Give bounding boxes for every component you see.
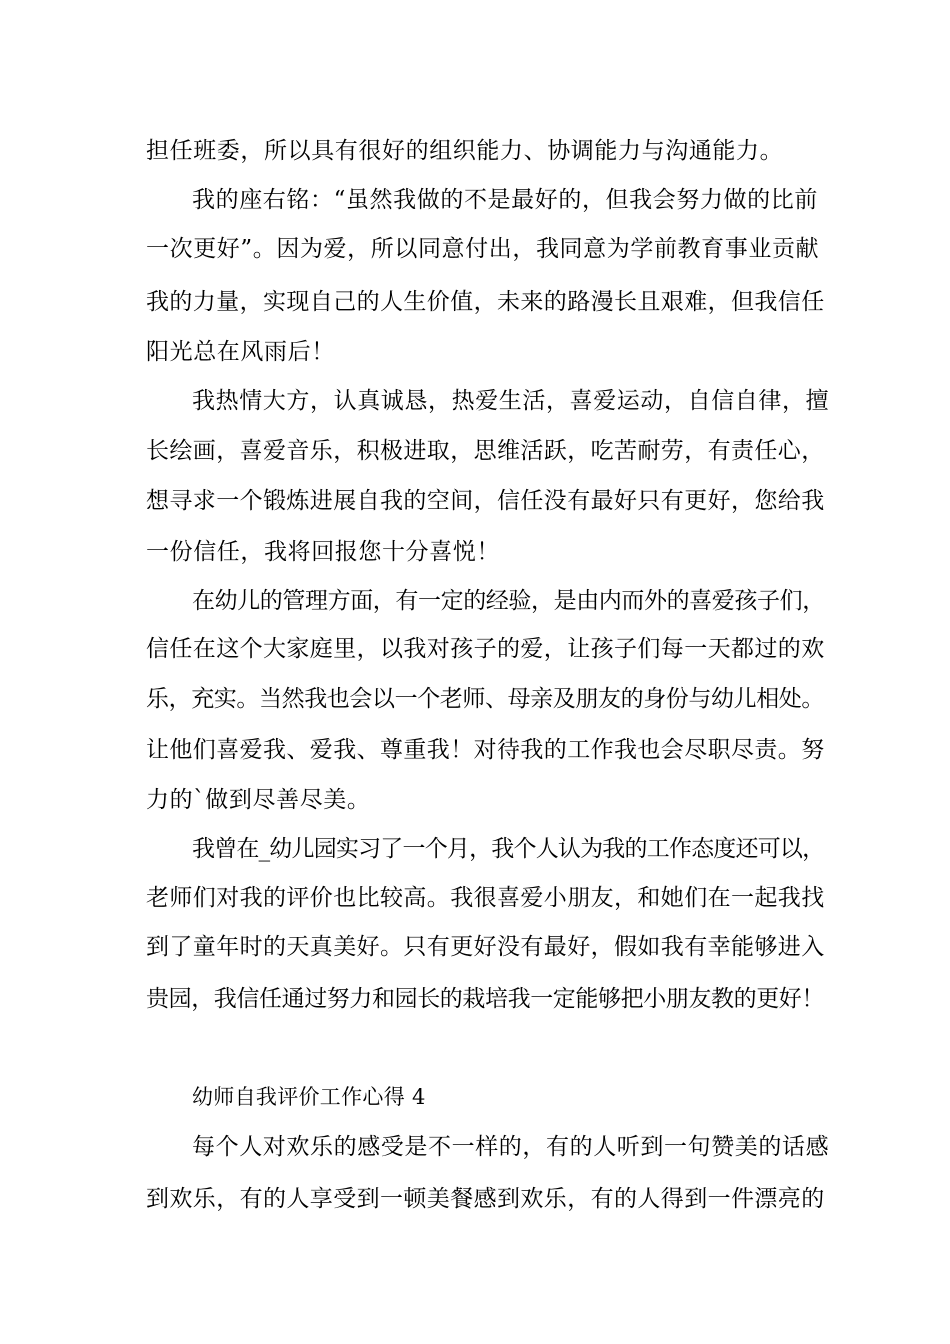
text-line: 到欢乐，有的人享受到一顿美餐感到欢乐，有的人得到一件漂亮的: [146, 1186, 825, 1212]
text-line: 贵园，我信任通过努力和园长的栽培我一定能够把小朋友教的更好！: [146, 986, 825, 1012]
text-line: 让他们喜爱我、爱我、尊重我！对待我的工作我也会尽职尽责。努: [146, 737, 825, 763]
text-line: 阳光总在风雨后！: [146, 339, 335, 365]
text-line: 信任在这个大家庭里，以我对孩子的爱，让孩子们每一天都过的欢: [146, 636, 825, 662]
text-line: 在幼儿的管理方面，有一定的经验，是由内而外的喜爱孩子们，: [192, 588, 825, 614]
text-line: 我的力量，实现自己的人生价值，未来的路漫长且艰难，但我信任: [146, 289, 825, 315]
text-line: 老师们对我的评价也比较高。我很喜爱小朋友，和她们在一起我找: [146, 885, 825, 911]
text-line: 我曾在_幼儿园实习了一个月，我个人认为我的工作态度还可以，: [192, 836, 825, 862]
text-line: 我的座右铭：“虽然我做的不是最好的，但我会努力做的比前: [192, 187, 818, 213]
text-line: 长绘画，喜爱音乐，积极进取，思维活跃，吃苦耐劳，有责任心，: [146, 438, 825, 464]
text-line: 一份信任，我将回报您十分喜悦！: [146, 539, 500, 565]
text-line: 乐，充实。当然我也会以一个老师、母亲及朋友的身份与幼儿相处。: [146, 686, 825, 712]
text-line: 我热情大方，认真诚恳，热爱生活，喜爱运动，自信自律，擅: [192, 388, 830, 414]
section-heading: 幼师自我评价工作心得 4: [192, 1085, 426, 1109]
text-line: 每个人对欢乐的感受是不一样的，有的人听到一句赞美的话感: [192, 1134, 830, 1160]
text-line: 担任班委，所以具有很好的组织能力、协调能力与沟通能力。: [146, 138, 784, 164]
text-line: 到了童年时的天真美好。只有更好没有最好，假如我有幸能够进入: [146, 934, 825, 960]
text-line: 力的`做到尽善尽美。: [146, 787, 371, 813]
text-line: 一次更好”。因为爱，所以同意付出，我同意为学前教育事业贡献: [146, 236, 820, 262]
text-line: 想寻求一个锻炼进展自我的空间，信任没有最好只有更好，您给我: [146, 488, 825, 514]
